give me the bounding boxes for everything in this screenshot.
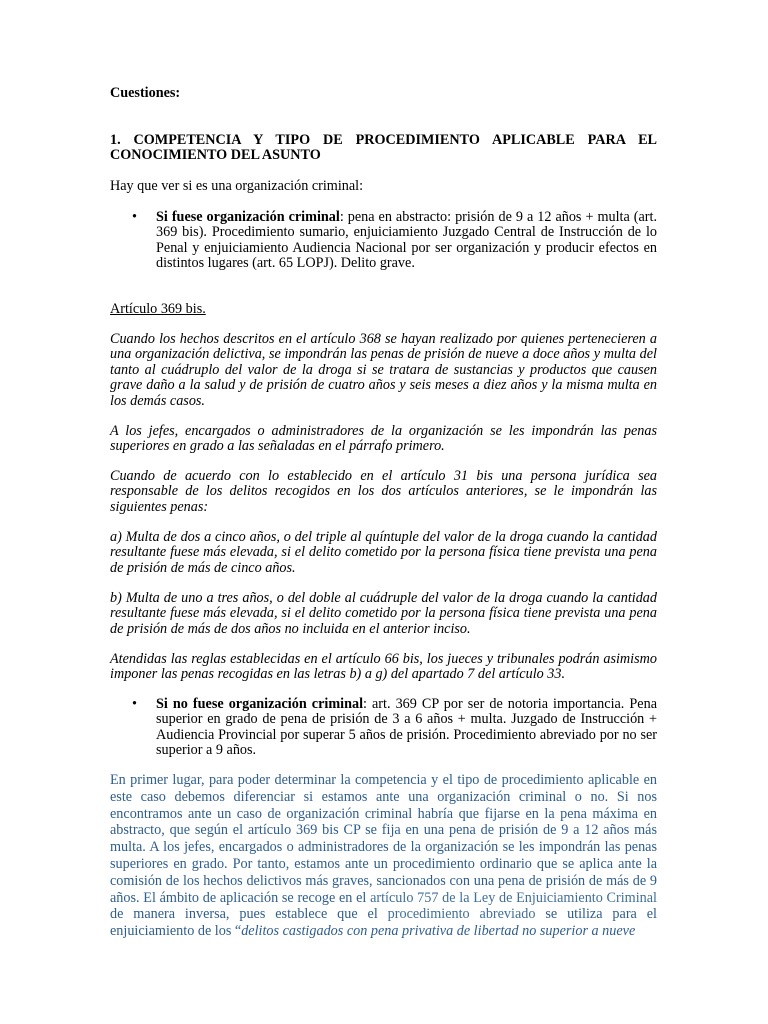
analysis-text: En primer lugar, para poder determinar la competencia y el tipo de procedimiento aplicable en este caso debemos diferenciar si estamos ante una organización criminal o no. Si nos encontramos ante un caso de organización criminal habría que fijarse en la pena máxima en abstracto, que según el artículo 369 bis CP se fija en una pena de prisión de 9 a 12 años más multa. A los jefes, encargados o administradores de la organización se les impondrán las penas superiores en grado. Por tanto, estamos ante un procedimiento ordinario que se aplica ante la comisión de los hechos delictivos más graves, sancionados con una pena de prisión de más de 9 años. El ámbito de aplicación se recoge en el bbox=[110, 772, 657, 906]
bullet-icon: • bbox=[132, 209, 137, 225]
procedimiento-abreviado-reference: procedimiento abreviado bbox=[387, 906, 536, 923]
bullet-item-organizacion bbox=[110, 210, 657, 272]
article-title: Artículo 369 bis. bbox=[110, 301, 206, 317]
bullet-icon: • bbox=[132, 696, 137, 712]
analysis-paragraph bbox=[110, 772, 657, 940]
article-paragraph: Cuando los hechos descritos en el artículo 368 se hayan realizado por quienes pertenecieren a una organización delictiva, se impondrán las penas de prisión de nueve a doce años y multa del tanto al cuádruplo del valor de la droga si se tratara de sustancias y productos que causen grave daño a la salud y de prisión de cuatro años y seis meses a diez años y la misma multa en los demás casos. bbox=[110, 331, 657, 409]
lecrim-reference: artículo 757 de la Ley de Enjuiciamiento Criminal bbox=[370, 889, 657, 906]
bullet-text: : art. 369 CP por ser de notoria importancia. Pena superior en grado de pena de prisión de 3 a 6 años + multa. Juzgado de Instrucción + Audiencia Provincial por superar 5 años de prisión. Procedimiento abreviado por no ser superior a 9 años. bbox=[156, 696, 657, 759]
intro-text: Hay que ver si es una organización criminal: bbox=[110, 178, 364, 194]
heading: Cuestiones: bbox=[110, 85, 181, 101]
article-paragraph: Atendidas las reglas establecidas en el artículo 66 bis, los jueces y tribunales podrán asimismo imponer las penas recogidas en las letras b) a g) del apartado 7 del artículo 33. bbox=[110, 651, 657, 683]
analysis-text: de manera inversa, pues establece que el bbox=[110, 906, 388, 923]
section-title: 1. COMPETENCIA Y TIPO DE PROCEDIMIENTO APLICABLE PARA EL CONOCIMIENTO DEL ASUNTO bbox=[110, 132, 657, 164]
bullet-bold-label: Si fuese organización criminal bbox=[156, 209, 340, 225]
bullet-item-no-organizacion bbox=[110, 697, 657, 759]
analysis-quote: delitos castigados con pena privativa de libertad no superior a nueve bbox=[241, 923, 636, 940]
bullet-list-2 bbox=[110, 697, 657, 759]
article-paragraph: a) Multa de dos a cinco años, o del triple al quíntuple del valor de la droga cuando la cantidad resultante fuese más elevada, si el delito cometido por la persona física tiene prevista una pena de prisión de más de cinco años. bbox=[110, 529, 657, 576]
bullet-bold-label: Si no fuese organización criminal bbox=[156, 696, 364, 712]
bullet-list-1 bbox=[110, 210, 657, 272]
bullet-text: : pena en abstracto: prisión de 9 a 12 años + multa (art. 369 bis). Procedimiento sumario, enjuiciamiento Juzgado Central de Instrucción de lo Penal y enjuiciamiento Audiencia Nacional por ser organización y producir efectos en distintos lugares (art. 65 LOPJ). Delito grave. bbox=[156, 209, 657, 272]
article-paragraph: A los jefes, encargados o administradores de la organización se les impondrán las penas superiores en grado a las señaladas en el párrafo primero. bbox=[110, 423, 657, 455]
article-paragraph: b) Multa de uno a tres años, o del doble al cuádruple del valor de la droga cuando la cantidad resultante fuese más elevada, si el delito cometido por la persona física tiene prevista una pena de prisión de más de dos años no incluida en el anterior inciso. bbox=[110, 590, 657, 637]
article-paragraph: Cuando de acuerdo con lo establecido en el artículo 31 bis una persona jurídica sea responsable de los delitos recogidos en los dos artículos anteriores, se le impondrán las siguientes penas: bbox=[110, 468, 657, 515]
analysis-text: se utiliza para el enjuiciamiento de los “ bbox=[110, 906, 657, 940]
